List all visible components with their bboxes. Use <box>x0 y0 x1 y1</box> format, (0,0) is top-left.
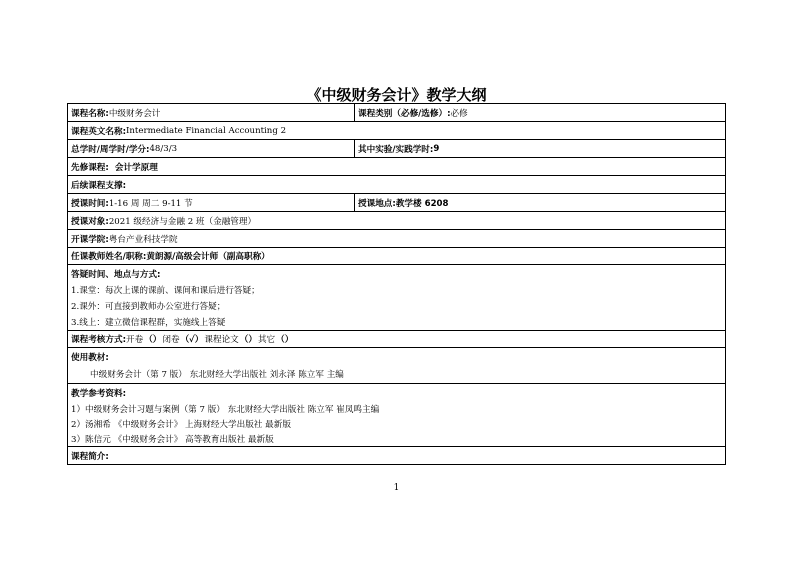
intro-row <box>68 447 725 464</box>
page-number: 1 <box>393 483 400 493</box>
teacher-value: 黄朗源/高级会计师（副高职称） <box>146 252 270 262</box>
target-label: 授课对象: <box>71 216 109 227</box>
course-type-label: 课程类别（必修/选修）: <box>358 108 451 119</box>
prereq-value: 会计学原理 <box>114 162 158 173</box>
refs-row <box>68 384 725 447</box>
ref-item: 2）汤湘希 《中级财务会计》 上海财经大学出版社 最新版 <box>71 420 291 430</box>
refs-label: 教学参考资料: <box>71 389 126 399</box>
place-label: 授课地点: <box>358 198 396 209</box>
exam-label: 课程考核方式: <box>71 335 126 345</box>
exam-closed: 闭卷 <box>162 335 180 345</box>
lab-value: 9 <box>433 143 440 154</box>
hours-value: 48/3/3 <box>149 143 178 154</box>
target-row <box>68 212 725 230</box>
course-name-label: 课程名称: <box>71 108 109 119</box>
prereq-row <box>68 158 725 176</box>
ref-item: 3）陈信元 《中级财务会计》 高等教育出版社 最新版 <box>71 435 274 445</box>
target-value: 2021 级经济与金融 2 班（金融管理） <box>108 216 257 227</box>
qa-item: 2.课外：可直接到教师办公室进行答疑； <box>71 302 226 312</box>
college-row <box>68 230 725 248</box>
follow-label: 后续课程支撑: <box>71 180 126 191</box>
exam-paper: 课程论文 <box>204 335 239 345</box>
document-title: 《中级财务会计》教学大纲 <box>306 86 487 104</box>
college-value: 粤台产业科技学院 <box>108 234 178 245</box>
qa-row <box>68 265 725 331</box>
textbook-row <box>68 348 725 384</box>
intro-label: 课程简介: <box>71 451 109 462</box>
place-value: 教学楼 6208 <box>395 198 449 209</box>
prereq-label: 先修课程: <box>71 162 109 173</box>
lab-label: 其中实验/实践学时: <box>358 144 434 155</box>
qa-item: 3.线上：建立微信课程群，实施线上答疑 <box>71 318 226 328</box>
exam-paper-checkbox: （） <box>239 335 257 345</box>
english-name-row <box>68 122 725 140</box>
syllabus-table <box>67 103 726 465</box>
english-name-label: 课程英文名称: <box>71 126 126 137</box>
teacher-label: 任课教师姓名/职称: <box>71 252 147 262</box>
exam-open-checkbox: （） <box>144 335 162 345</box>
exam-other: 其它 <box>257 335 276 345</box>
hours-label: 总学时/周学时/学分: <box>71 144 150 155</box>
college-label: 开课学院: <box>71 234 109 245</box>
teacher-row <box>68 248 725 265</box>
course-name-value: 中级财务会计 <box>108 108 161 119</box>
follow-row <box>68 176 725 194</box>
exam-closed-checkbox: （✓） <box>180 335 204 345</box>
time-value: 1-16 周 周二 9-11 节 <box>108 198 193 209</box>
time-label: 授课时间: <box>71 198 109 209</box>
exam-row <box>68 331 725 348</box>
ref-item: 1）中级财务会计习题与案例（第 7 版） 东北财经大学出版社 陈立军 崔凤鸣主编 <box>71 405 380 415</box>
exam-open: 开卷 <box>126 335 144 345</box>
hours-row <box>68 140 725 158</box>
exam-other-checkbox: （） <box>276 335 294 345</box>
english-name-value: Intermediate Financial Accounting 2 <box>126 125 287 136</box>
course-type-value: 必修 <box>450 108 468 119</box>
qa-item: 1.课堂：每次上课的课前、课间和课后进行答疑； <box>71 286 260 296</box>
qa-label: 答疑时间、地点与方式: <box>71 270 161 280</box>
textbook-label: 使用教材: <box>71 353 109 363</box>
textbook-value: 中级财务会计（第 7 版） 东北财经大学出版社 刘永泽 陈立军 主编 <box>90 370 344 380</box>
time-row <box>68 194 725 212</box>
course-name-row <box>68 104 725 122</box>
